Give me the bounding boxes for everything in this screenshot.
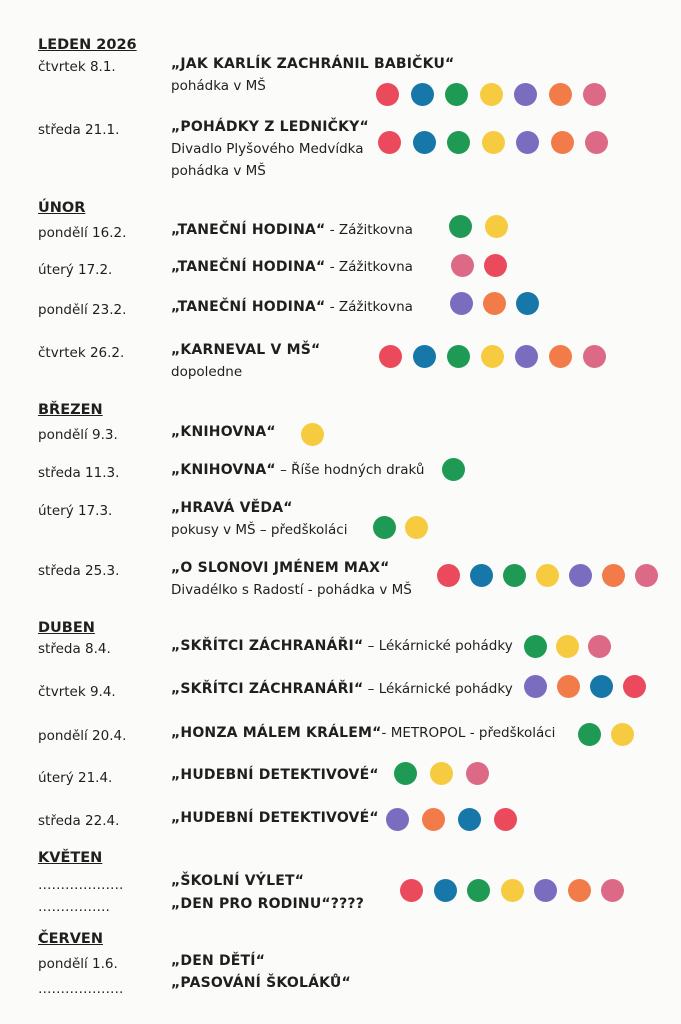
event-title: „SKŘÍTCI ZÁCHRANÁŘI“ [171,681,364,697]
class-dot-green [524,635,547,658]
month-heading: ČERVEN [38,931,103,947]
class-dot-green [449,215,472,238]
event-date: středa 25.3. [38,563,120,579]
class-dot-blue [411,83,434,106]
event-venue: – Lékárnické pohádky [363,638,513,654]
class-dot-pink [585,131,608,154]
event-title-line [171,424,276,440]
class-dot-green [442,458,465,481]
event-title: „HRAVÁ VĚDA“ [171,500,293,516]
event-title-line [171,767,379,783]
event-detail: dopoledne [171,364,243,380]
event-title: „POHÁDKY Z LEDNIČKY“ [171,119,369,135]
class-dot-orange [602,564,625,587]
month-heading: LEDEN 2026 [38,37,137,53]
event-title: „PASOVÁNÍ ŠKOLÁKŮ“ [171,975,351,991]
event-venue: – Říše hodných draků [275,462,425,478]
event-title-line [171,681,513,697]
event-date: středa 22.4. [38,813,120,829]
class-dot-red [400,879,423,902]
class-dot-orange [549,345,572,368]
event-title: „HUDEBNÍ DETEKTIVOVÉ“ [171,810,379,826]
class-dot-green [578,723,601,746]
class-dot-purple [514,83,537,106]
class-dot-green [467,879,490,902]
class-dot-orange [568,879,591,902]
class-dot-green [447,345,470,368]
event-date: pondělí 16.2. [38,225,127,241]
event-venue: - Zážitkovna [325,299,413,315]
class-dot-pink [583,83,606,106]
event-date: čtvrtek 26.2. [38,345,125,361]
event-title-line [171,725,555,741]
month-heading: BŘEZEN [38,402,103,418]
event-title-line [171,342,320,358]
class-dot-green [445,83,468,106]
event-date: čtvrtek 9.4. [38,684,116,700]
class-dot-yellow [556,635,579,658]
class-dot-orange [557,675,580,698]
event-title: „KNIHOVNA“ [171,424,276,440]
class-dot-yellow [301,423,324,446]
event-title-line [171,119,369,135]
class-dot-red [378,131,401,154]
event-date: ……………. [38,899,110,915]
event-detail: pohádka v MŠ [171,78,266,94]
event-date: pondělí 23.2. [38,302,127,318]
event-date: pondělí 9.3. [38,427,118,443]
event-detail: pokusy v MŠ – předškoláci [171,522,348,538]
class-dot-blue [470,564,493,587]
class-dot-red [494,808,517,831]
event-detail: pohádka v MŠ [171,163,266,179]
event-date: pondělí 1.6. [38,956,118,972]
class-dot-orange [483,292,506,315]
event-date: ………………. [38,877,124,893]
event-title: „DEN DĚTÍ“ [171,953,266,969]
event-title: „JAK KARLÍK ZACHRÁNIL BABIČKU“ [171,56,455,72]
class-dot-yellow [536,564,559,587]
event-venue: - Zážitkovna [325,259,413,275]
class-dot-red [623,675,646,698]
class-dot-purple [534,879,557,902]
event-title-line [171,810,379,826]
class-dot-orange [549,83,572,106]
month-heading: KVĚTEN [38,850,103,866]
class-dot-yellow [611,723,634,746]
class-dot-red [379,345,402,368]
class-dot-yellow [501,879,524,902]
class-dot-orange [551,131,574,154]
class-dot-pink [583,345,606,368]
class-dot-blue [516,292,539,315]
event-title: „TANEČNÍ HODINA“ [171,299,326,315]
event-date: ………………. [38,981,124,997]
class-dot-blue [413,345,436,368]
class-dot-purple [450,292,473,315]
class-dot-orange [422,808,445,831]
event-detail: Divadlo Plyšového Medvídka [171,141,364,157]
event-detail: Divadélko s Radostí - pohádka v MŠ [171,582,412,598]
class-dot-blue [413,131,436,154]
class-dot-green [503,564,526,587]
class-dot-green [447,131,470,154]
event-venue: – Lékárnické pohádky [363,681,513,697]
class-dot-purple [569,564,592,587]
class-dot-yellow [482,131,505,154]
event-date: úterý 17.3. [38,503,113,519]
class-dot-purple [515,345,538,368]
class-dot-red [484,254,507,277]
class-dot-yellow [481,345,504,368]
event-date: úterý 17.2. [38,262,113,278]
class-dot-blue [458,808,481,831]
event-title: „TANEČNÍ HODINA“ [171,259,326,275]
event-title-line [171,953,265,969]
class-dot-yellow [430,762,453,785]
class-dot-blue [434,879,457,902]
event-title-line [171,222,413,238]
event-title: „ŠKOLNÍ VÝLET“ [171,873,305,889]
event-title-line [171,56,454,72]
event-title-line [171,299,413,315]
event-title-line [171,462,424,478]
event-title: „SKŘÍTCI ZÁCHRANÁŘI“ [171,638,364,654]
class-dot-purple [524,675,547,698]
event-date: středa 21.1. [38,122,120,138]
event-title-line [171,896,364,912]
event-title-line [171,259,413,275]
event-title-line [171,638,513,654]
class-dot-pink [601,879,624,902]
class-dot-pink [451,254,474,277]
event-date: úterý 21.4. [38,770,113,786]
event-title: „TANEČNÍ HODINA“ [171,222,326,238]
event-title: „HONZA MÁLEM KRÁLEM“ [171,725,382,741]
event-title-line [171,975,351,991]
event-title-line [171,873,304,889]
event-date: pondělí 20.4. [38,728,127,744]
event-date: středa 11.3. [38,465,120,481]
event-date: středa 8.4. [38,641,111,657]
event-title: „O SLONOVI JMÉNEM MAX“ [171,560,390,576]
class-dot-yellow [485,215,508,238]
class-dot-purple [516,131,539,154]
class-dot-purple [386,808,409,831]
event-title: „KARNEVAL V MŠ“ [171,342,321,358]
class-dot-red [376,83,399,106]
event-venue: - METROPOL - předškoláci [381,725,556,741]
event-title: „KNIHOVNA“ [171,462,276,478]
class-dot-green [394,762,417,785]
event-venue: - Zážitkovna [325,222,413,238]
event-title: „HUDEBNÍ DETEKTIVOVÉ“ [171,767,379,783]
class-dot-yellow [405,516,428,539]
event-date: čtvrtek 8.1. [38,59,116,75]
class-dot-green [373,516,396,539]
class-dot-yellow [480,83,503,106]
class-dot-pink [588,635,611,658]
class-dot-pink [635,564,658,587]
class-dot-red [437,564,460,587]
class-dot-blue [590,675,613,698]
event-title-line [171,500,293,516]
class-dot-pink [466,762,489,785]
event-title-line [171,560,390,576]
event-title: „DEN PRO RODINU“???? [171,896,365,912]
month-heading: ÚNOR [38,200,86,216]
month-heading: DUBEN [38,620,95,636]
